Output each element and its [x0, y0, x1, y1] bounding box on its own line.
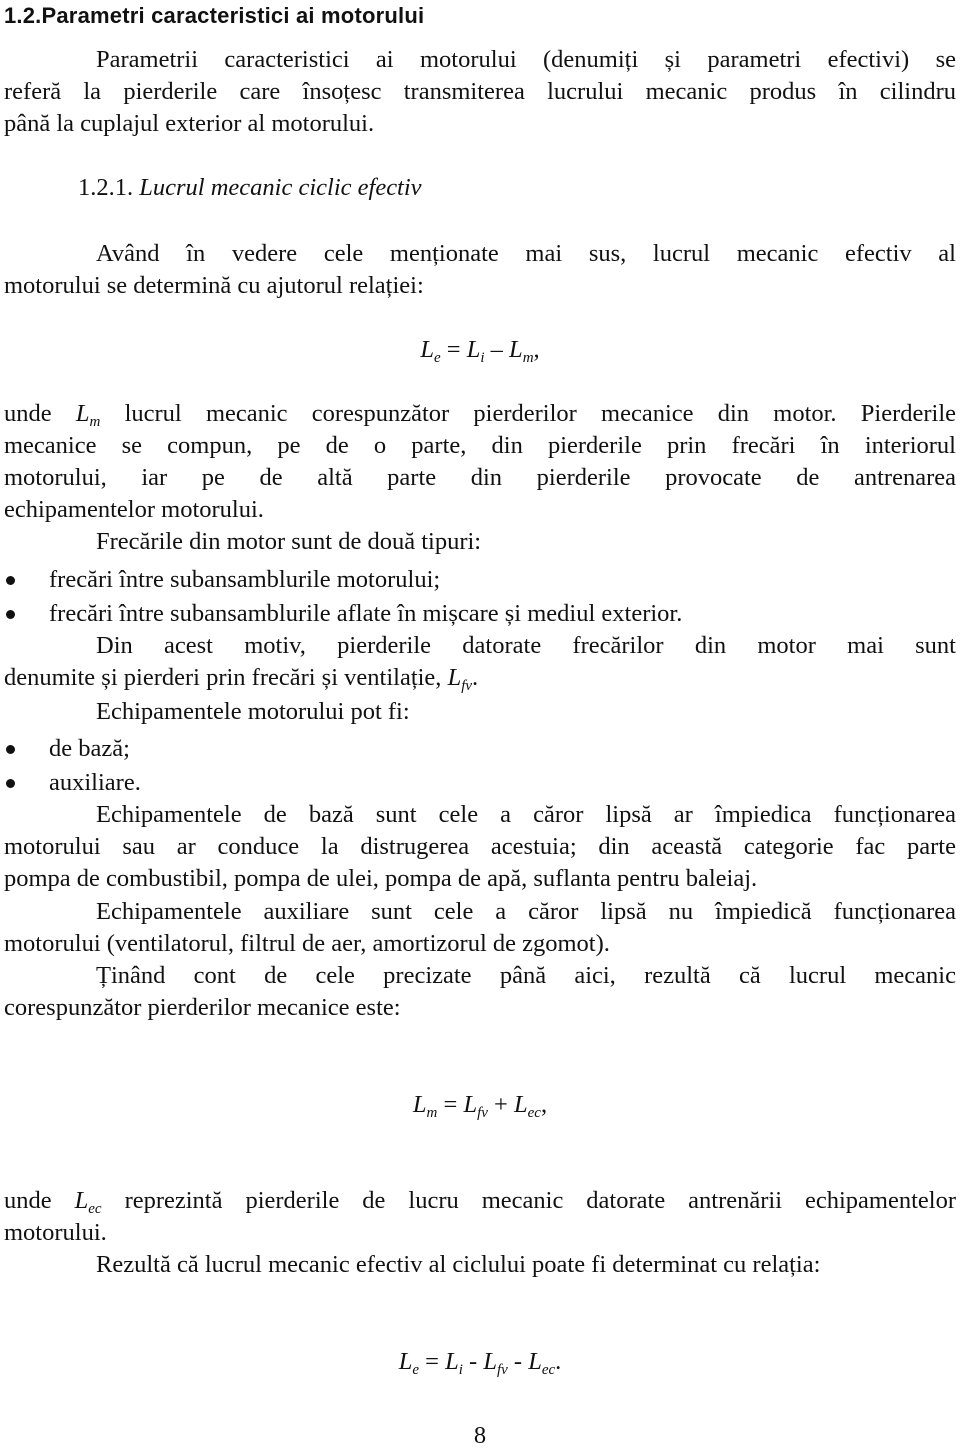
eq3-equals: =	[425, 1348, 439, 1375]
p8-line-1: Ținând cont de cele precizate până aici, rezultă că lucrul mecanic	[96, 962, 956, 989]
paragraph-equipment: Echipamentele motorului pot fi:	[96, 698, 410, 725]
p9-line-2: motorului.	[4, 1219, 107, 1246]
eq2-comma: ,	[540, 1091, 548, 1118]
p4-line-2-text: denumite și pierderi prin frecări și ventilație,	[4, 664, 442, 691]
eq3-subscript-4: ec	[541, 1362, 556, 1378]
eq1-subscript-2: i	[480, 350, 485, 366]
p1-line-2: motorului se determină cu ajutorul relației:	[4, 272, 424, 299]
p2-line-2: mecanice se compun, pe de o parte, din pierderile prin frecări în interiorul	[4, 432, 956, 459]
p4-subscript: fv	[461, 678, 473, 694]
eq3-subscript-2: i	[458, 1362, 463, 1378]
eq2-symbol-2: L	[463, 1091, 478, 1118]
eq3-subscript-3: fv	[496, 1362, 508, 1378]
eq1-symbol-3: L	[509, 336, 523, 363]
list-item-text: frecări între subansamblurile motorului;	[49, 566, 441, 593]
bullet-icon	[6, 576, 15, 585]
p4-period: .	[472, 664, 479, 691]
p6-line-1: Echipamentele de bază sunt cele a căror lipsă ar împiedica funcționarea	[96, 801, 956, 828]
page-number: 8	[473, 1422, 487, 1449]
list-item-text: frecări între subansamblurile aflate în mișcare și mediul exterior.	[49, 600, 683, 627]
eq1-symbol-1: L	[420, 336, 434, 363]
p9-symbol: L	[74, 1187, 89, 1214]
equation-effective-work-final	[0, 1346, 960, 1378]
intro-line-1: Parametrii caracteristici ai motorului (denumiți și parametri efectivi) se	[96, 46, 956, 73]
bullet-icon	[6, 745, 15, 754]
eq2-subscript-2: fv	[477, 1105, 488, 1121]
p2-symbol: L	[75, 400, 90, 427]
eq3-symbol-2: L	[445, 1348, 459, 1375]
intro-line-3: până la cuplajul exterior al motorului.	[4, 110, 375, 137]
p2-line-3: motorului, iar pe de altă parte din pierderile provocate de antrenarea	[4, 464, 956, 491]
eq2-symbol-1: L	[412, 1091, 427, 1118]
bullet-icon	[6, 779, 15, 788]
p4-symbol: L	[447, 664, 462, 691]
eq3-subscript-1: e	[412, 1362, 419, 1378]
p6-line-2: motorului sau ar conduce la distrugerea acestuia; din această categorie fac parte	[4, 833, 956, 860]
paragraph-friction-types: Frecările din motor sunt de două tipuri:	[96, 528, 482, 555]
eq3-minus-1: -	[469, 1348, 478, 1375]
list-item-text: de bază;	[49, 735, 130, 762]
eq2-symbol-3: L	[514, 1091, 528, 1118]
paragraph-result: Rezultă că lucrul mecanic efectiv al ciclului poate fi determinat cu relația:	[96, 1251, 821, 1278]
eq1-comma: ,	[533, 336, 540, 363]
eq3-symbol-1: L	[398, 1348, 413, 1375]
subsection-heading	[78, 172, 878, 204]
eq1-subscript-3: m	[522, 350, 534, 366]
eq1-equals: =	[446, 336, 461, 363]
p2-line-4: echipamentelor motorului.	[4, 496, 264, 523]
p2-subscript: m	[89, 414, 101, 430]
p6-line-3: pompa de combustibil, pompa de ulei, pompa de apă, suflanta pentru baleiaj.	[4, 865, 758, 892]
p9-line-1	[4, 1185, 956, 1217]
eq3-symbol-3: L	[483, 1348, 497, 1375]
p7-line-2: motorului (ventilatorul, filtrul de aer, amortizorul de zgomot).	[4, 930, 610, 957]
p9-line-1-rest: reprezintă pierderile de lucru mecanic datorate antrenării echipamentelor	[124, 1187, 957, 1214]
p8-line-2: corespunzător pierderilor mecanice este:	[4, 994, 401, 1021]
p9-subscript: ec	[88, 1201, 102, 1217]
p9-prefix: unde	[4, 1187, 52, 1214]
eq2-subscript-3: ec	[527, 1105, 541, 1121]
bullet-icon	[6, 610, 15, 619]
equation-effective-work	[0, 334, 960, 366]
p4-line-2	[4, 662, 956, 694]
list-item-text: auxiliare.	[49, 769, 141, 796]
eq1-symbol-2: L	[466, 336, 481, 363]
p7-line-1: Echipamentele auxiliare sunt cele a căror lipsă nu împiedică funcționarea	[96, 898, 956, 925]
subsection-number: 1.2.1.	[78, 174, 134, 201]
eq3-minus-2: -	[513, 1348, 523, 1375]
subsection-title: Lucrul mecanic ciclic efectiv	[139, 174, 422, 201]
p2-line-1	[4, 398, 956, 430]
eq3-period: .	[555, 1348, 562, 1375]
p2-line-1-rest: lucrul mecanic corespunzător pierderilor mecanice din motor. Pierderile	[124, 400, 957, 427]
p4-line-1: Din acest motiv, pierderile datorate frecărilor din motor mai sunt	[96, 632, 956, 659]
equation-mechanical-loss	[0, 1089, 960, 1121]
eq3-symbol-4: L	[528, 1348, 542, 1375]
eq1-subscript-1: e	[433, 350, 441, 366]
eq1-minus: –	[490, 336, 503, 363]
eq2-equals: =	[443, 1091, 458, 1118]
p2-prefix: unde	[4, 400, 52, 427]
p1-line-1: Având în vedere cele menționate mai sus, lucrul mecanic efectiv al	[96, 240, 956, 267]
eq2-subscript-1: m	[426, 1105, 438, 1121]
eq2-plus: +	[494, 1091, 508, 1118]
intro-line-2: referă la pierderile care însoțesc transmiterea lucrului mecanic produs în cilindru	[4, 78, 956, 105]
section-title: 1.2.Parametri caracteristici ai motorului	[4, 3, 425, 28]
